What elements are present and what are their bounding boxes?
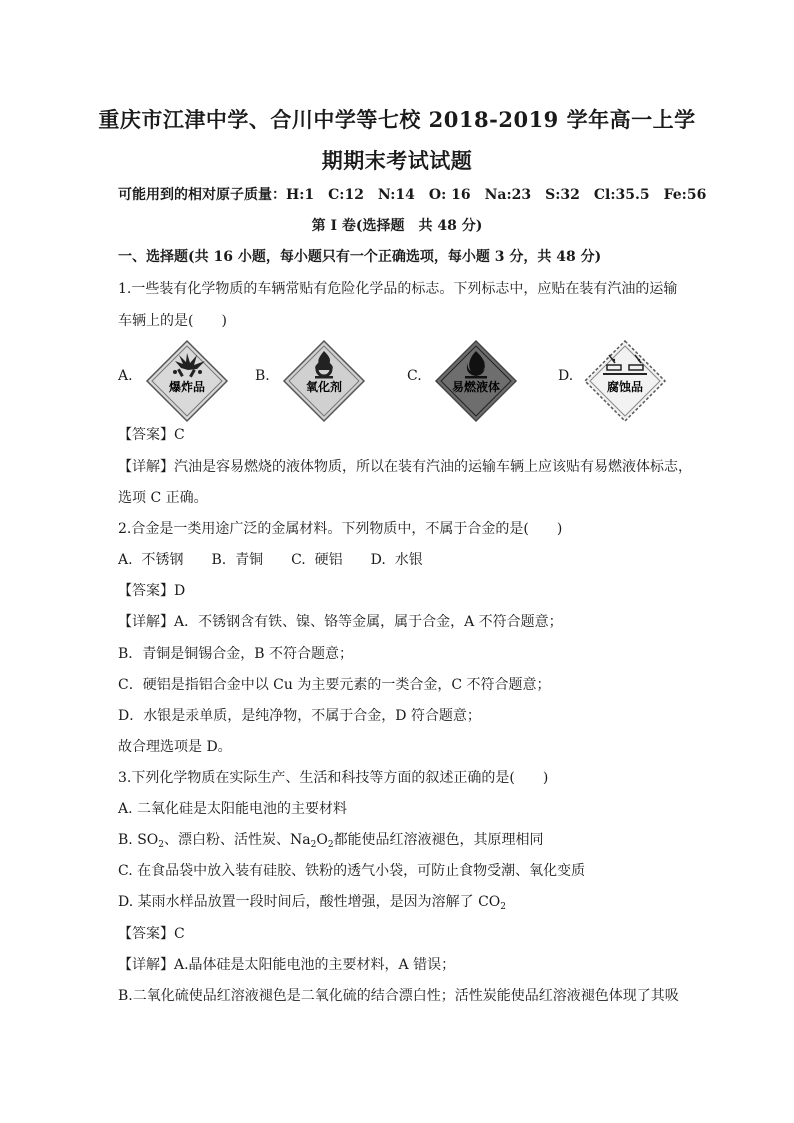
q3-option-d bbox=[118, 892, 688, 912]
q2-detail-d: D．水银是汞单质，是纯净物，不属于合金，D 符合题意； bbox=[118, 708, 481, 724]
doc-title-line2: 期期末考试试题 bbox=[321, 148, 473, 173]
section-title: 第 I 卷(选择题 共 48 分) bbox=[311, 218, 483, 234]
q1-option-b-label: 氧化剂 bbox=[305, 380, 342, 394]
q3-option-a: A. 二氧化硅是太阳能电池的主要材料 bbox=[118, 801, 348, 817]
q1-option-c-label: 易燃液体 bbox=[451, 380, 500, 394]
q2-conclusion: 故合理选项是 D。 bbox=[118, 739, 232, 755]
q3-option-b bbox=[118, 830, 688, 850]
q3-detail-b: B.二氧化硫使品红溶液褪色是二氧化硫的结合漂白性；活性炭能使品红溶液褪色体现了其吸 bbox=[118, 988, 679, 1004]
q3-detail-a: 【详解】A.晶体硅是太阳能电池的主要材料，A 错误； bbox=[118, 957, 456, 973]
atomic-mass-line: 可能用到的相对原子质量：H:1 C:12 N:14 O: 16 Na:23 S:32 Cl:35.5 Fe:56 bbox=[118, 187, 707, 203]
q3-option-c: C. 在食品袋中放入装有硅胶、铁粉的透气小袋，可防止食物受潮、氧化变质 bbox=[118, 863, 586, 879]
q3-option-b-text1: B. SO bbox=[118, 832, 159, 848]
q1-answer: 【答案】C bbox=[118, 427, 185, 443]
q3-option-b-sub1: 2 bbox=[158, 840, 164, 850]
q1-option-b-sign bbox=[282, 339, 366, 423]
q1-option-a-letter: A. bbox=[118, 368, 133, 384]
q3-option-b-text4: 都能使品红溶液褪色，其原理相同 bbox=[333, 832, 544, 848]
q3-option-b-text3: O bbox=[316, 832, 328, 848]
q2-answer: 【答案】D bbox=[118, 583, 186, 599]
q3-option-b-text2: 、漂白粉、活性炭、Na bbox=[164, 832, 311, 848]
q1-detail-line2: 选项 C 正确。 bbox=[118, 490, 208, 506]
q2-stem: 2.合金是一类用途广泛的金属材料。下列物质中，不属于合金的是( ) bbox=[118, 521, 563, 537]
q3-option-b-sub2: 2 bbox=[310, 840, 317, 850]
q1-option-a-sign bbox=[145, 339, 229, 423]
q2-detail-b: B．青铜是铜锡合金，B 不符合题意； bbox=[118, 646, 354, 662]
q2-detail-c: C．硬铝是指铝合金中以 Cu 为主要元素的一类合金，C 不符合题意； bbox=[118, 677, 551, 693]
q1-option-c-letter: C. bbox=[407, 368, 422, 384]
q1-option-d-letter: D. bbox=[558, 368, 574, 384]
q1-stem-line2: 车辆上的是( ) bbox=[118, 313, 227, 329]
doc-title-line1: 重庆市江津中学、合川中学等七校 2018-2019 学年高一上学 bbox=[98, 107, 696, 132]
q3-option-b-sub3: 2 bbox=[327, 840, 334, 850]
q3-stem: 3.下列化学物质在实际生产、生活和科技等方面的叙述正确的是( ) bbox=[118, 770, 549, 786]
q1-detail-line1: 【详解】汽油是容易燃烧的液体物质，所以在装有汽油的运输车辆上应该贴有易燃液体标志， bbox=[118, 459, 692, 475]
q1-option-a-label: 爆炸品 bbox=[168, 380, 205, 394]
q3-option-d-sub: 2 bbox=[500, 902, 506, 912]
q1-option-c-sign bbox=[434, 339, 518, 423]
q2-options: A. 不锈钢 B. 青铜 C. 硬铝 D. 水银 bbox=[118, 552, 423, 568]
q3-option-d-text: D. 某雨水样品放置一段时间后，酸性增强，是因为溶解了 CO bbox=[118, 894, 501, 910]
q1-option-d-label: 腐蚀品 bbox=[606, 380, 643, 394]
q1-stem-line1: 1.一些装有化学物质的车辆常贴有危险化学品的标志。下列标志中，应贴在装有汽油的运输 bbox=[118, 281, 678, 297]
q1-option-b-letter: B. bbox=[255, 368, 270, 384]
q2-detail-a: 【详解】A．不锈钢含有铁、镍、铬等金属，属于合金，A 不符合题意； bbox=[118, 614, 563, 630]
q1-option-d-sign bbox=[583, 339, 667, 423]
part1-heading: 一、选择题(共 16 小题，每小题只有一个正确选项，每小题 3 分，共 48 分) bbox=[118, 249, 602, 265]
q3-answer: 【答案】C bbox=[118, 926, 185, 942]
